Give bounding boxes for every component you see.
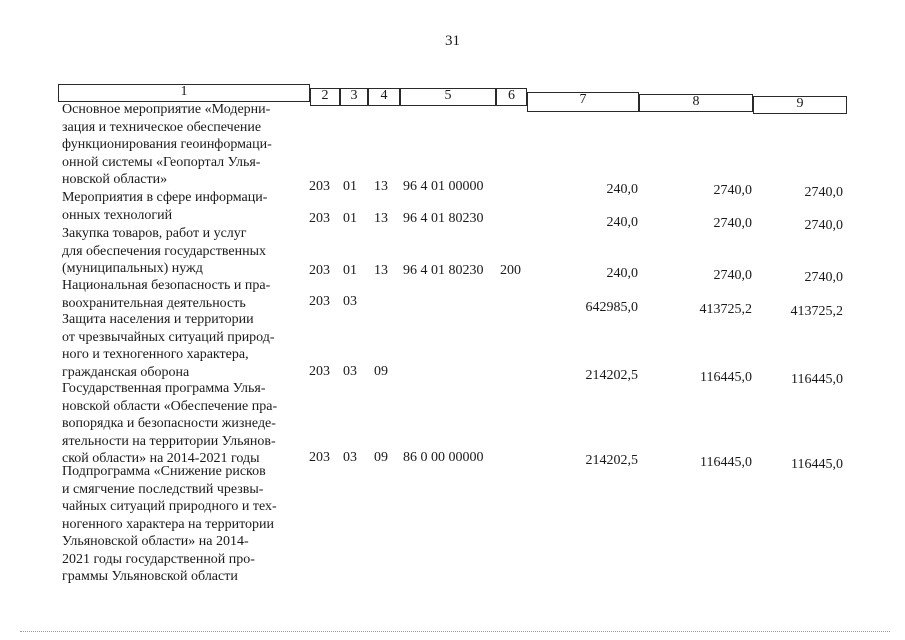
row-6-col3: 03	[343, 450, 357, 465]
row-3-col2: 203	[309, 263, 330, 278]
row-1-col4: 13	[374, 179, 388, 194]
row-1-line: функционирования геоинформаци-	[62, 137, 272, 152]
row-3-line: (муниципальных) нужд	[62, 261, 203, 276]
header-col-2: 2	[310, 88, 340, 106]
row-2-col9: 2740,0	[804, 218, 843, 233]
row-3-col3: 01	[343, 263, 357, 278]
row-2-col8: 2740,0	[713, 216, 752, 231]
row-2-col4: 13	[374, 211, 388, 226]
row-1-col7: 240,0	[606, 182, 638, 197]
row-3-col9: 2740,0	[804, 270, 843, 285]
row-3-col4: 13	[374, 263, 388, 278]
row-2-line: Мероприятия в сфере информаци-	[62, 190, 268, 205]
row-1-col9: 2740,0	[804, 185, 843, 200]
row-2-col2: 203	[309, 211, 330, 226]
row-5-col8: 116445,0	[700, 370, 752, 385]
row-5-col2: 203	[309, 364, 330, 379]
row-7-line: и смягчение последствий чрезвы-	[62, 481, 264, 497]
row-3-col5: 96 4 01 80230	[403, 263, 484, 278]
row-6-col2: 203	[309, 450, 330, 465]
row-2-col7: 240,0	[606, 215, 638, 230]
row-4-col7: 642985,0	[585, 300, 638, 315]
row-2-description	[62, 189, 300, 224]
header-col-4: 4	[368, 88, 400, 106]
row-4-col8: 413725,2	[699, 302, 752, 317]
row-7-line: 2021 годы государственной про-	[62, 551, 255, 567]
row-5-description	[62, 311, 300, 381]
row-2-col5: 96 4 01 80230	[403, 211, 484, 226]
row-5-line: Защита населения и территории	[62, 312, 254, 327]
row-1-line: онной системы «Геопортал Улья-	[62, 154, 261, 170]
row-2-col3: 01	[343, 211, 357, 226]
row-4-col3: 03	[343, 294, 357, 309]
row-6-line: вопорядка и безопасности жизнеде-	[62, 416, 276, 431]
page-number: 31	[445, 33, 460, 49]
scan-artifact-line	[20, 631, 890, 633]
row-3-col7: 240,0	[606, 266, 638, 281]
row-6-line: ской области» на 2014-2021 годы	[62, 451, 260, 466]
row-2-line: онных технологий	[62, 207, 173, 223]
row-6-description	[62, 380, 300, 468]
row-3-description	[62, 225, 300, 278]
row-7-description	[62, 463, 300, 586]
row-3-col6: 200	[500, 263, 521, 278]
row-4-description	[62, 277, 300, 312]
row-1-line: Основное мероприятие «Модерни-	[62, 102, 271, 117]
row-6-col4: 09	[374, 450, 388, 465]
header-col-1: 1	[58, 84, 310, 102]
row-6-line: новской области «Обеспечение пра-	[62, 398, 278, 414]
row-5-col9: 116445,0	[791, 372, 843, 387]
row-6-col7: 214202,5	[585, 453, 638, 468]
row-3-line: для обеспечения государственных	[62, 243, 266, 259]
row-5-line: ного и техногенного характера,	[62, 347, 249, 362]
row-6-col5: 86 0 00 00000	[403, 450, 484, 465]
row-1-col8: 2740,0	[713, 183, 752, 198]
row-4-line: Национальная безопасность и пра-	[62, 278, 271, 293]
row-1-col5: 96 4 01 00000	[403, 179, 484, 194]
row-6-col9: 116445,0	[791, 457, 843, 472]
row-1-line: новской области»	[62, 172, 168, 187]
row-7-line: чайных ситуаций природного и тех-	[62, 499, 277, 514]
row-1-line: зация и техническое обеспечение	[62, 119, 262, 135]
header-col-3: 3	[340, 88, 368, 106]
header-col-5: 5	[400, 88, 496, 106]
row-5-col3: 03	[343, 364, 357, 379]
row-4-col2: 203	[309, 294, 330, 309]
row-6-line: ятельности на территории Ульянов-	[62, 433, 276, 449]
header-col-6: 6	[496, 88, 527, 106]
row-5-line: гражданская оборона	[62, 364, 190, 380]
row-1-col3: 01	[343, 179, 357, 194]
row-6-line: Государственная программа Улья-	[62, 381, 266, 396]
row-4-col9: 413725,2	[790, 304, 843, 319]
row-7-line: Ульяновской области» на 2014-	[62, 534, 249, 549]
row-7-line: Подпрограмма «Снижение рисков	[62, 464, 266, 479]
header-col-8: 8	[639, 94, 753, 112]
header-col-7: 7	[527, 92, 639, 112]
row-5-col7: 214202,5	[585, 368, 638, 383]
row-3-col8: 2740,0	[713, 268, 752, 283]
row-7-line: ногенного характера на территории	[62, 516, 274, 532]
row-5-col4: 09	[374, 364, 388, 379]
row-3-line: Закупка товаров, работ и услуг	[62, 226, 247, 241]
row-6-col8: 116445,0	[700, 455, 752, 470]
row-5-line: от чрезвычайных ситуаций природ-	[62, 329, 275, 345]
header-col-9: 9	[753, 96, 847, 114]
row-1-description	[62, 101, 300, 189]
row-7-line: граммы Ульяновской области	[62, 569, 238, 584]
row-1-col2: 203	[309, 179, 330, 194]
row-4-line: воохранительная деятельность	[62, 295, 246, 311]
